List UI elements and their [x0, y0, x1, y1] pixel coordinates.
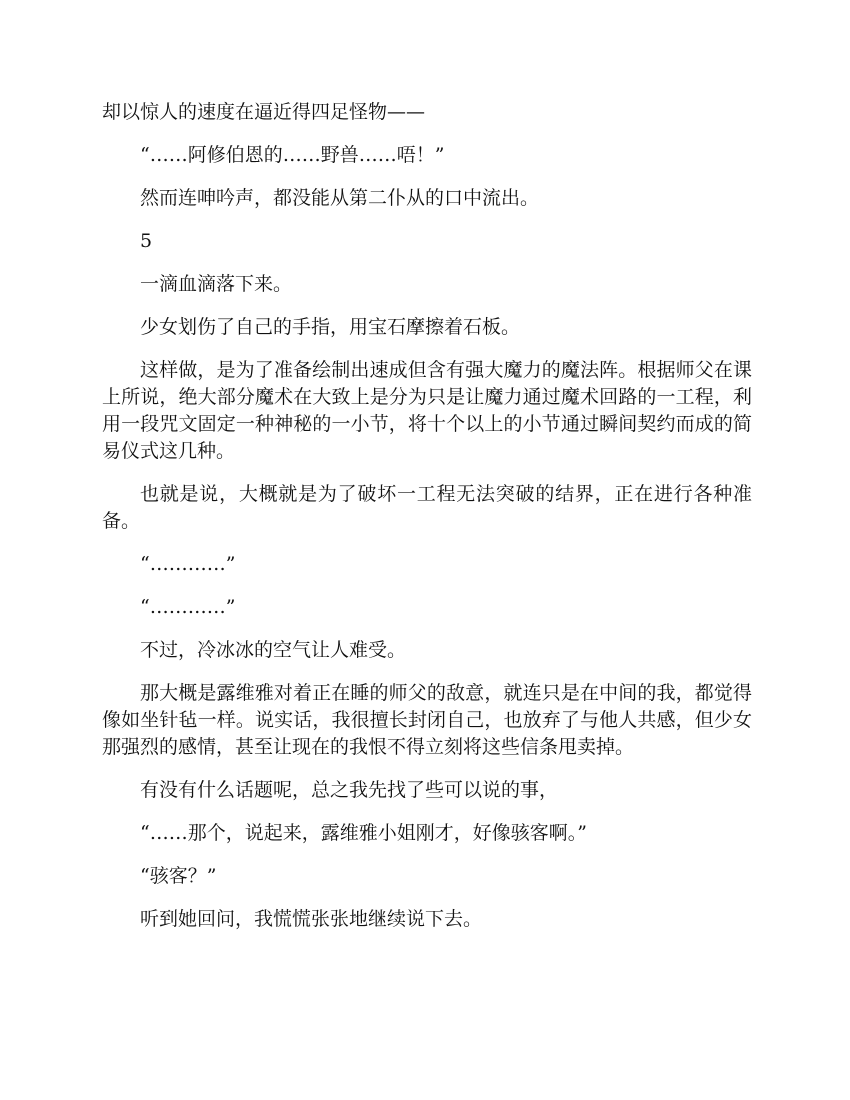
paragraph: “…………” [140, 553, 236, 575]
document-body [102, 99, 752, 949]
paragraph: 有没有什么话题呢，总之我先找了些可以说的事， [140, 779, 559, 801]
paragraph: 然而连呻吟声，都没能从第二仆从的口中流出。 [140, 187, 540, 209]
paragraph: 也就是说，大概就是为了破坏一工程无法突破的结界，正在进行各种准备。 [102, 483, 752, 532]
paragraph: “……阿修伯恩的……野兽……唔！” [140, 144, 445, 166]
paragraph: “骇客？” [140, 865, 217, 887]
paragraph: 这样做，是为了准备绘制出速成但含有强大魔力的魔法阵。根据师父在课上所说，绝大部分魔术在大致上是分为只是让魔力通过魔术回路的一工程，利用一段咒文固定一种神秘的一小节，将十个以上的小节通过瞬间契约而成的简易仪式这几种。 [102, 359, 752, 462]
paragraph: “……那个，说起来，露维雅小姐刚才，好像骇客啊。” [140, 822, 587, 844]
paragraph: 听到她回问，我慌慌张张地继续说下去。 [140, 908, 483, 930]
paragraph: “…………” [140, 596, 236, 618]
section-number: 5 [140, 230, 153, 252]
paragraph: 一滴血滴落下来。 [140, 273, 293, 295]
paragraph: 不过，冷冰冰的空气让人难受。 [140, 639, 407, 661]
paragraph: 少女划伤了自己的手指，用宝石摩擦着石板。 [140, 316, 521, 338]
paragraph: 那大概是露维雅对着正在睡的师父的敌意，就连只是在中间的我，都觉得像如坐针毡一样。说实话，我很擅长封闭自己，也放弃了与他人共感，但少女那强烈的感情，甚至让现在的我恨不得立刻将这些信条甩卖掉。 [102, 682, 752, 758]
paragraph: 却以惊人的速度在逼近得四足怪物—— [102, 101, 426, 123]
